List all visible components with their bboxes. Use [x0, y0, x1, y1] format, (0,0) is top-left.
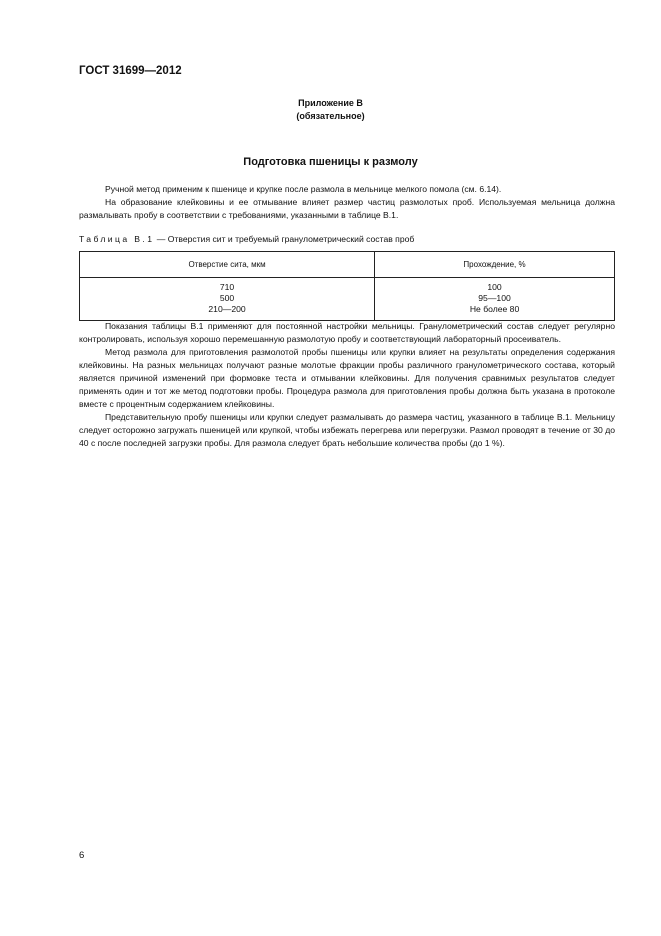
passage-cell [375, 278, 615, 321]
table-caption-number: Таблица В.1 [79, 234, 155, 244]
table-caption-text: — Отверстия сит и требуемый гранулометрический состав проб [154, 234, 415, 244]
paragraph: Показания таблицы В.1 применяют для постоянной настройки мельницы. Гранулометрический состав следует регулярно контролировать, используя хорошо перемешанную размолотую пробу и соответствующий лабораторный просеиватель. [79, 321, 615, 344]
cell-value: 100 [487, 282, 502, 292]
cell-value: 95—100 [478, 293, 511, 303]
appendix-status: (обязательное) [296, 111, 365, 121]
paragraph: Представительную пробу пшеницы или крупки следует размалывать до размера частиц, указанного в таблице В.1. Мельницу следует осторожно загружать пшеницей или крупкой, чтобы избежать перегрева или перегрузки. Размол проводят в течение от 30 до 40 с после последней загрузки пробы. Для размола следует брать небольшие количества пробы (до 1 %). [79, 412, 615, 448]
paragraph: На образование клейковины и ее отмывание влияет размер частиц размолотых проб. Используемая мельница должна размалывать пробу в соответствии с требованиями, указанными в таблице В.1. [79, 197, 615, 220]
cell-value: 710 [219, 282, 235, 292]
document-code: ГОСТ 31699—2012 [79, 65, 182, 77]
intro-text [79, 183, 615, 222]
paragraph: Ручной метод применим к пшенице и крупке после размола в мельнице мелкого помола (см. 6.14). [105, 184, 502, 194]
page-number: 6 [79, 850, 85, 861]
sieve-table [79, 251, 615, 321]
section-title: Подготовка пшеницы к размолу [243, 156, 418, 168]
table-header-row [80, 252, 615, 278]
body-text [79, 320, 615, 450]
appendix-title: Приложение В [298, 98, 363, 108]
cell-value: 210—200 [208, 304, 246, 314]
column-header-sieve-opening: Отверстие сита, мкм [80, 252, 375, 278]
paragraph: Метод размола для приготовления размолотой пробы пшеницы или крупки влияет на результаты определения содержания клейковины. На разных мельницах получают разные молотые фракции пробы различного гранулометрического состава, который является причиной изменений при формовке теста и отмывании клейковины. Для получения сравнимых результатов следует применять один и тот же метод подготовки пробы. Процедура размола для приготовления пробы должна быть указана в протоколе вместе с процентным содержанием клейковины. [79, 347, 615, 409]
sieve-opening-cell [80, 278, 375, 321]
column-header-passage: Прохождение, % [375, 252, 615, 278]
table-caption [79, 234, 414, 244]
cell-value: 500 [219, 293, 235, 303]
table-row [80, 278, 615, 321]
cell-value: Не более 80 [469, 304, 520, 314]
